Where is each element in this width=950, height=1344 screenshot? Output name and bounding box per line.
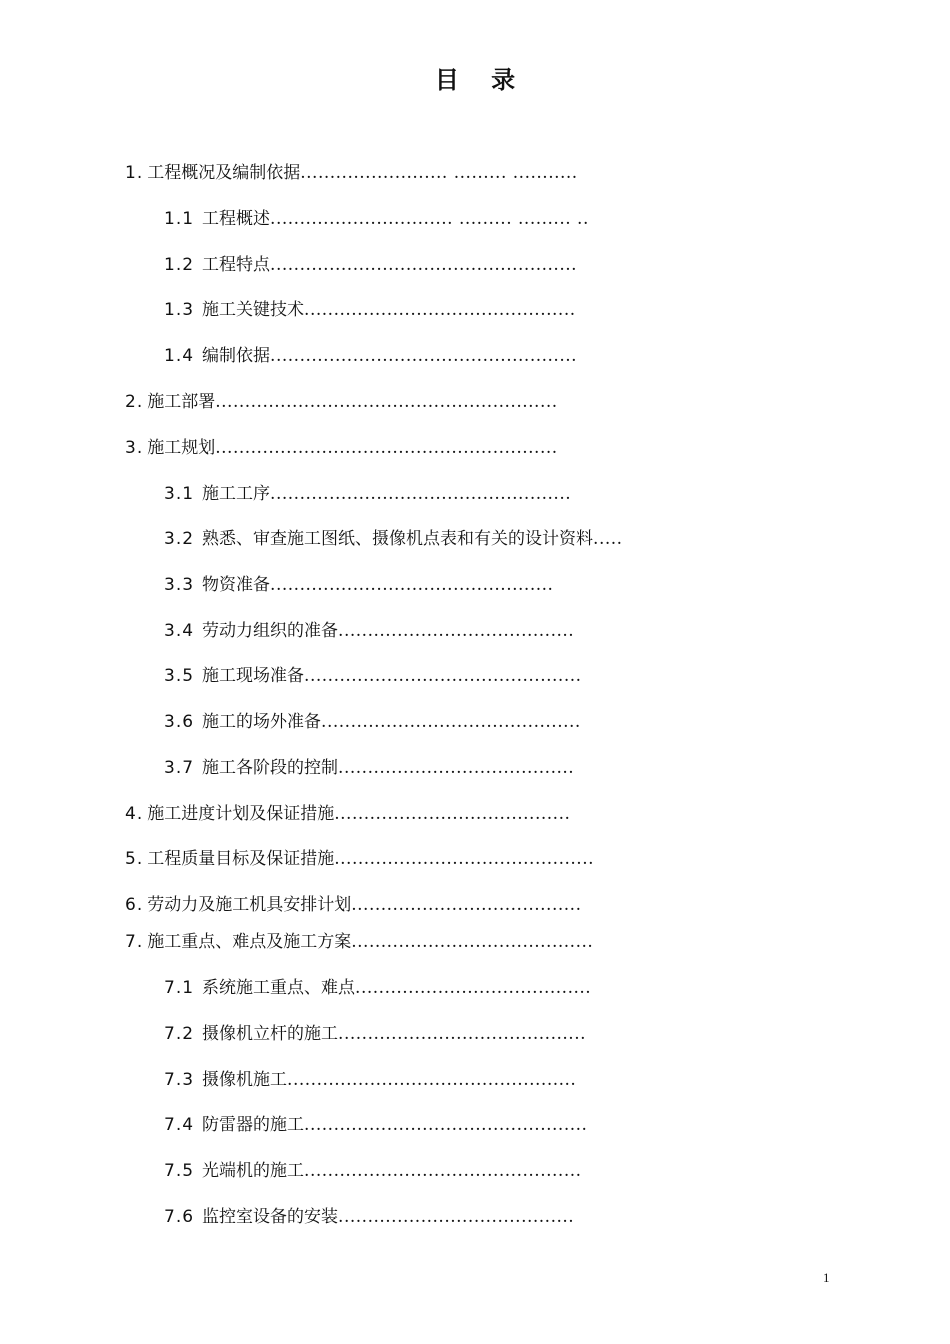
- toc-entry-label: 防雷器的施工: [202, 1115, 305, 1135]
- toc-leader-dots: .........................................: [351, 932, 594, 952]
- toc-entry[interactable]: [164, 977, 591, 999]
- toc-entry-label: 摄像机施工: [202, 1070, 288, 1090]
- toc-entry-number: 3.: [125, 438, 144, 458]
- toc-entry[interactable]: [164, 208, 589, 230]
- toc-entry-label: 摄像机立杆的施工: [202, 1024, 339, 1044]
- toc-entry-number: 3.1: [164, 484, 195, 504]
- toc-leader-dots: ...................................................: [270, 484, 572, 504]
- toc-entry[interactable]: [164, 1069, 576, 1091]
- toc-entry-number: 3.3: [164, 575, 195, 595]
- toc-entry[interactable]: [125, 162, 578, 184]
- toc-entry[interactable]: [164, 574, 553, 596]
- toc-entry-label: 工程特点: [202, 255, 271, 275]
- toc-entry-label: 施工现场准备: [202, 666, 305, 686]
- toc-entry-number: 3.4: [164, 621, 195, 641]
- toc-entry-label: 施工各阶段的控制: [202, 758, 339, 778]
- toc-entry-number: 2.: [125, 392, 144, 412]
- toc-entry-label: 监控室设备的安装: [202, 1207, 339, 1227]
- toc-entry[interactable]: [164, 1023, 586, 1045]
- toc-leader-dots: ..........................................................: [215, 438, 558, 458]
- toc-entry[interactable]: [125, 848, 594, 870]
- toc-entry[interactable]: [125, 391, 558, 413]
- toc-leader-dots: ........................................: [334, 804, 571, 824]
- toc-leader-dots: ...............................................: [304, 666, 582, 686]
- toc-entry-label: 光端机的施工: [202, 1161, 305, 1181]
- toc-entry-label: 施工重点、难点及施工方案: [147, 932, 352, 952]
- toc-entry[interactable]: [164, 254, 577, 276]
- toc-entry-number: 5.: [125, 849, 144, 869]
- toc-leader-dots: ....................................................: [270, 255, 578, 275]
- toc-leader-dots: .....: [593, 529, 623, 549]
- toc-leader-dots: ...............................................: [304, 1161, 582, 1181]
- toc-leader-dots: ......................... ......... ...........: [300, 163, 578, 183]
- toc-entry[interactable]: [164, 483, 571, 505]
- toc-leader-dots: ........................................: [338, 1207, 575, 1227]
- toc-leader-dots: ....................................................: [270, 346, 578, 366]
- toc-entry-number: 7.1: [164, 978, 195, 998]
- toc-entry[interactable]: [164, 1160, 582, 1182]
- toc-entry[interactable]: [164, 299, 576, 321]
- toc-entry[interactable]: [125, 437, 558, 459]
- toc-entry-label: 施工规划: [147, 438, 216, 458]
- toc-leader-dots: ..........................................: [338, 1024, 587, 1044]
- toc-leader-dots: .......................................: [351, 895, 582, 915]
- toc-entry-label: 劳动力组织的准备: [202, 621, 339, 641]
- toc-entry[interactable]: [164, 620, 574, 642]
- toc-entry-number: 4.: [125, 804, 144, 824]
- toc-leader-dots: ................................................: [304, 1115, 588, 1135]
- toc-entry-number: 1.1: [164, 209, 195, 229]
- toc-entry[interactable]: [164, 528, 623, 550]
- toc-leader-dots: ..........................................................: [215, 392, 558, 412]
- toc-entry-number: 1.4: [164, 346, 195, 366]
- toc-entry-number: 3.2: [164, 529, 195, 549]
- toc-entry-number: 1.3: [164, 300, 195, 320]
- toc-entry-number: 3.6: [164, 712, 195, 732]
- toc-entry[interactable]: [164, 711, 581, 733]
- toc-leader-dots: ........................................: [355, 978, 592, 998]
- toc-leader-dots: ............................................: [321, 712, 581, 732]
- toc-entry-label: 编制依据: [202, 346, 271, 366]
- toc-leader-dots: .................................................: [287, 1070, 577, 1090]
- toc-leader-dots: ............................................: [334, 849, 595, 869]
- toc-entry[interactable]: [125, 803, 570, 825]
- toc-entry-label: 施工的场外准备: [202, 712, 322, 732]
- toc-entry-number: 7.6: [164, 1207, 195, 1227]
- toc-entry-label: 熟悉、审查施工图纸、摄像机点表和有关的设计资料: [202, 529, 594, 549]
- toc-entry-label: 施工进度计划及保证措施: [147, 804, 335, 824]
- toc-entry-label: 工程质量目标及保证措施: [147, 849, 335, 869]
- toc-entry-label: 施工关键技术: [202, 300, 305, 320]
- toc-entry-number: 7.5: [164, 1161, 195, 1181]
- toc-entry[interactable]: [125, 894, 581, 916]
- toc-leader-dots: ............................... ......... ......... ..: [270, 209, 589, 229]
- toc-entry-label: 工程概述: [202, 209, 271, 229]
- page-title: 目 录: [434, 65, 528, 94]
- toc-entry[interactable]: [164, 1114, 587, 1136]
- toc-entry-label: 物资准备: [202, 575, 271, 595]
- toc-entry-number: 7.2: [164, 1024, 195, 1044]
- toc-entry[interactable]: [164, 345, 577, 367]
- toc-entry-number: 7.: [125, 932, 144, 952]
- toc-leader-dots: ................................................: [270, 575, 554, 595]
- toc-entry[interactable]: [164, 1206, 574, 1228]
- toc-entry[interactable]: [164, 757, 574, 779]
- toc-leader-dots: ........................................: [338, 621, 575, 641]
- toc-leader-dots: ........................................: [338, 758, 575, 778]
- page-number: 1: [823, 1270, 830, 1285]
- toc-entry-label: 工程概况及编制依据: [147, 163, 301, 183]
- toc-entry-number: 1.2: [164, 255, 195, 275]
- toc-entry-label: 劳动力及施工机具安排计划: [147, 895, 352, 915]
- toc-leader-dots: ..............................................: [304, 300, 576, 320]
- toc-entry[interactable]: [164, 665, 582, 687]
- toc-entry-number: 3.5: [164, 666, 195, 686]
- toc-entry[interactable]: [125, 931, 593, 953]
- toc-entry-number: 7.3: [164, 1070, 195, 1090]
- toc-entry-label: 系统施工重点、难点: [202, 978, 356, 998]
- toc-entry-number: 7.4: [164, 1115, 195, 1135]
- toc-entry-label: 施工部署: [147, 392, 216, 412]
- toc-entry-number: 1.: [125, 163, 144, 183]
- toc-entry-number: 3.7: [164, 758, 195, 778]
- toc-entry-label: 施工工序: [202, 484, 271, 504]
- toc-entry-number: 6.: [125, 895, 144, 915]
